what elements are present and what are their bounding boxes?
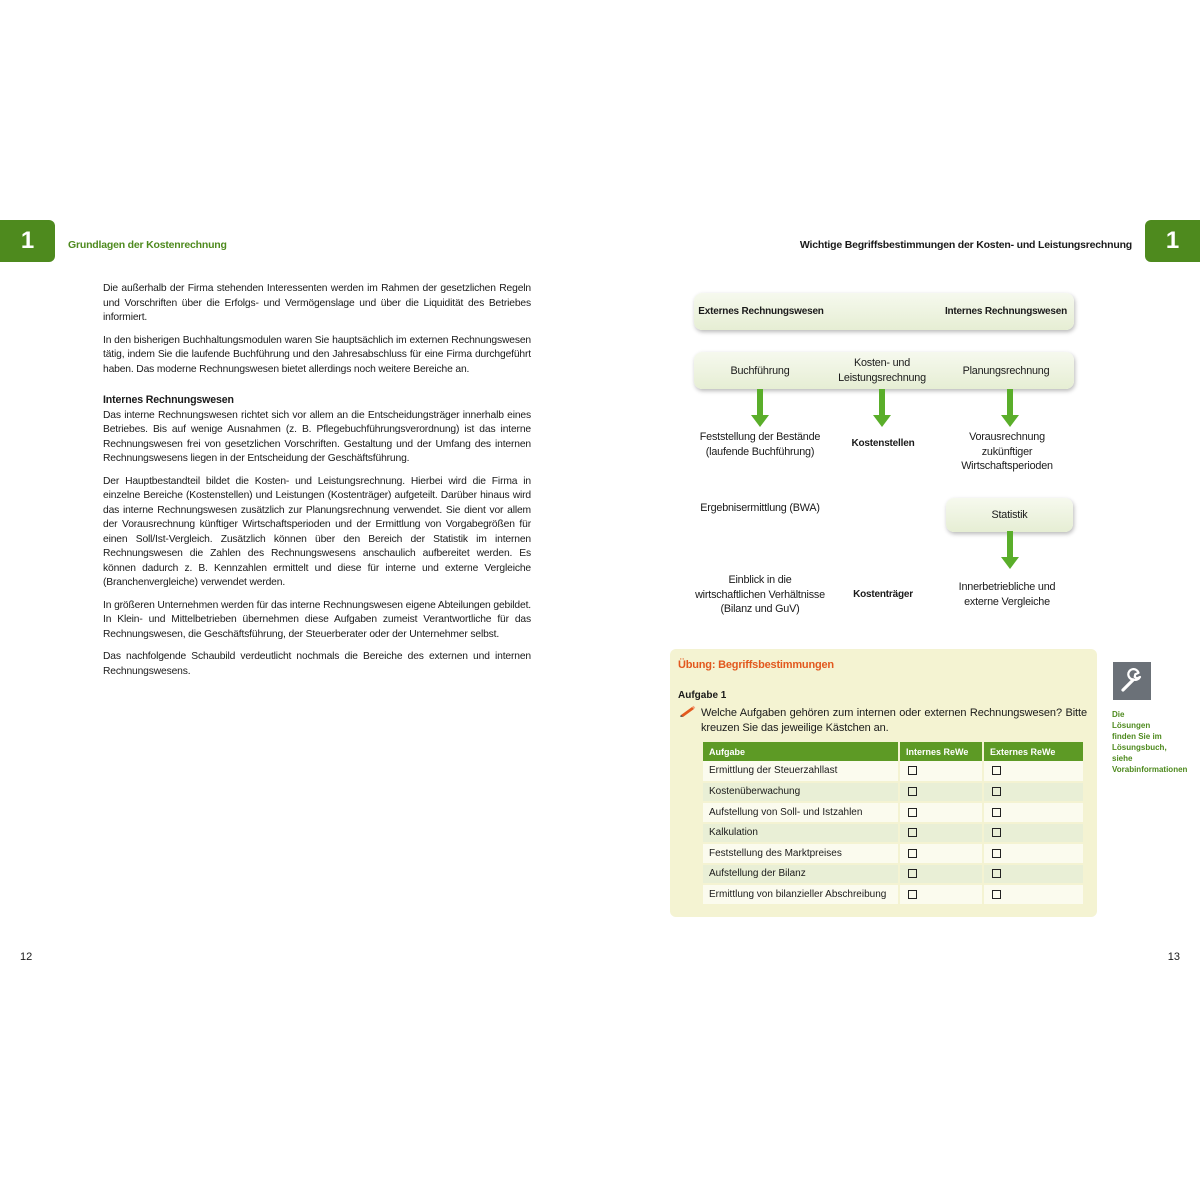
external-checkbox[interactable] [992, 828, 1001, 837]
internal-checkbox[interactable] [908, 828, 917, 837]
external-cell [983, 823, 1083, 844]
table-row [703, 823, 1083, 844]
planning-label: Planungsrechnung [962, 365, 1050, 377]
table-row [703, 843, 1083, 864]
internal-checkbox[interactable] [908, 787, 917, 796]
arrow-shape [873, 389, 891, 427]
exercise-box [670, 649, 1097, 917]
task-cell: Kostenüberwachung [703, 782, 899, 803]
arrow-shape [1001, 389, 1019, 427]
running-head-right: Wichtige Begriffsbestimmungen der Kosten- und Leistungsrechnung [799, 239, 1132, 251]
comparisons: Innerbetriebliche und externe Vergleiche [958, 581, 1056, 608]
body-paragraph: In den bisherigen Buchhaltungsmodulen waren Sie hauptsächlich im externen Rechnungswesen tätig, indem Sie die laufende Buchführung und den Jahresabschluss für eine Firma durchgeführt haben. Das moderne Rechnungswesen bietet allerdings noch weitere Bereiche an. [103, 334, 531, 375]
table-row [703, 761, 1083, 782]
table-row [703, 782, 1083, 803]
internal-cell [899, 802, 983, 823]
internal-cell [899, 761, 983, 782]
internal-cell [899, 884, 983, 905]
inventory-determination: Feststellung der Bestände (laufende Buchführung) [699, 431, 821, 458]
wrench-glyph [1119, 668, 1145, 694]
task-cell: Aufstellung von Soll- und Istzahlen [703, 802, 899, 823]
external-cell [983, 761, 1083, 782]
table-row [703, 884, 1083, 905]
external-checkbox[interactable] [992, 766, 1001, 775]
external-checkbox[interactable] [992, 869, 1001, 878]
page-number-left: 12 [20, 951, 33, 963]
body-paragraph: Das nachfolgende Schaubild verdeutlicht nochmals die Bereiche des externen und internen Rechnungswesens. [103, 651, 531, 677]
running-head-left: Grundlagen der Kostenrechnung [68, 239, 227, 251]
result-determination: Ergebnisermittlung (BWA) [700, 502, 820, 514]
header-internal: Internes ReWe [899, 742, 983, 761]
body-paragraph: In größeren Unternehmen werden für das interne Rechnungswesen eigene Abteilungen gebildet. In Klein- und Mittelbetrieben übernehmen diese Aufgaben zumeist Verantwortliche für das Rechnungswesen, die Geschäftsführung, der Steuerberater oder der Unternehmer selbst. [103, 599, 531, 640]
chapter-tab-left: 1 [0, 220, 55, 262]
external-cell [983, 782, 1083, 803]
internal-checkbox[interactable] [908, 849, 917, 858]
internal-checkbox[interactable] [908, 766, 917, 775]
wrench-icon [1113, 662, 1151, 700]
external-checkbox[interactable] [992, 890, 1001, 899]
internal-cell [899, 782, 983, 803]
external-accounting-label: Externes Rechnungswesen [698, 306, 824, 317]
internal-cell [899, 864, 983, 885]
external-checkbox[interactable] [992, 849, 1001, 858]
arrow-shape [751, 389, 769, 427]
exercise-table [703, 742, 1083, 906]
external-cell [983, 884, 1083, 905]
internal-cell [899, 843, 983, 864]
external-checkbox[interactable] [992, 787, 1001, 796]
cost-units: Kostenträger [853, 589, 913, 600]
table-row [703, 864, 1083, 885]
task-label: Aufgabe 1 [678, 690, 727, 701]
body-paragraph: Das interne Rechnungswesen richtet sich vor allem an die Entscheidungsträger innerhalb eines Betriebes. Bis auf wenige Ausnahmen (z. B. Pflegebuchführungsverordnung) ist das interne Rechnungswesen frei von gesetzlichen Vorschriften. Gestaltung und der Umfang des internen Rechnungswesens liegen in der Entscheidung der Geschäftsführung. [103, 409, 531, 464]
forecast-periods: Vorausrechnung zukünftiger Wirtschaftsperioden [961, 431, 1053, 472]
external-checkbox[interactable] [992, 808, 1001, 817]
body-paragraph: Der Hauptbestandteil bildet die Kosten- und Leistungsrechnung. Hierbei wird die Firma in einzelne Bereiche (Kostenstellen) und Leistungen (Kostenträger) aufgeteilt. Darüber hinaus wird das interne Rechnungswesen zusätzlich zur Planungsrechnung verwendet. Sie dient vor allem der Vorausrechnung künftiger Wirtschaftsperioden und der Ermittlung von Vorgabegrößen für einen Soll/Ist-Vergleich. Zusätzlich können über den Bereich der Statistik im internen Rechnungswesen die Zahlen des Rechnungswesens anschaulich aufbereitet werden. Es können dadurch z. B. Kennzahlen ermittelt und diese für interne und externe Vergleiche (Branchenvergleiche) verwendet werden. [103, 475, 531, 588]
page-number-right: 13 [1167, 951, 1180, 963]
pencil-icon [680, 705, 696, 717]
task-cell: Ermittlung von bilanzieller Abschreibung [703, 884, 899, 905]
header-task: Aufgabe [703, 742, 899, 761]
left-page-body [103, 282, 531, 687]
internal-cell [899, 823, 983, 844]
external-cell [983, 802, 1083, 823]
bookkeeping-label: Buchführung [730, 365, 790, 377]
arrow-down-icon [873, 389, 891, 427]
table-row [703, 802, 1083, 823]
task-cell: Kalkulation [703, 823, 899, 844]
economic-insight: Einblick in die wirtschaftlichen Verhältnisse (Bilanz und GuV) [695, 574, 825, 615]
external-cell [983, 843, 1083, 864]
arrow-down-icon [1001, 389, 1019, 427]
body-paragraph: Die außerhalb der Firma stehenden Interessenten werden im Rahmen der gesetzlichen Regeln und Vorschriften über die Erfolgs- und Vermögenslage und über die Liquidität des Betriebes informiert. [103, 283, 531, 323]
arrow-shape [1001, 531, 1019, 569]
external-cell [983, 864, 1083, 885]
statistics-label: Statistik [991, 509, 1028, 521]
task-cell: Aufstellung der Bilanz [703, 864, 899, 885]
arrow-down-icon [751, 389, 769, 427]
task-cell: Feststellung des Marktpreises [703, 843, 899, 864]
header-external: Externes ReWe [983, 742, 1083, 761]
table-header-row [703, 742, 1083, 761]
arrow-down-icon [1001, 531, 1019, 569]
chapter-tab-right: 1 [1145, 220, 1200, 262]
cost-centers: Kostenstellen [851, 438, 915, 449]
exercise-question: Welche Aufgaben gehören zum internen oder externen Rechnungswesen? Bitte kreuzen Sie das jeweilige Kästchen an. [701, 707, 1087, 734]
solutions-note: Die Lösungen finden Sie im Lösungsbuch, siehe Vorabinformationen [1112, 710, 1188, 774]
task-cell: Ermittlung der Steuerzahllast [703, 761, 899, 782]
internal-checkbox[interactable] [908, 808, 917, 817]
section-heading: Internes Rechnungswesen [103, 394, 234, 406]
internal-checkbox[interactable] [908, 890, 917, 899]
cost-accounting-label: Kosten- und Leistungsrechnung [838, 357, 926, 384]
internal-accounting-label: Internes Rechnungswesen [944, 306, 1068, 317]
exercise-title: Übung: Begriffsbestimmungen [678, 659, 834, 671]
internal-checkbox[interactable] [908, 869, 917, 878]
